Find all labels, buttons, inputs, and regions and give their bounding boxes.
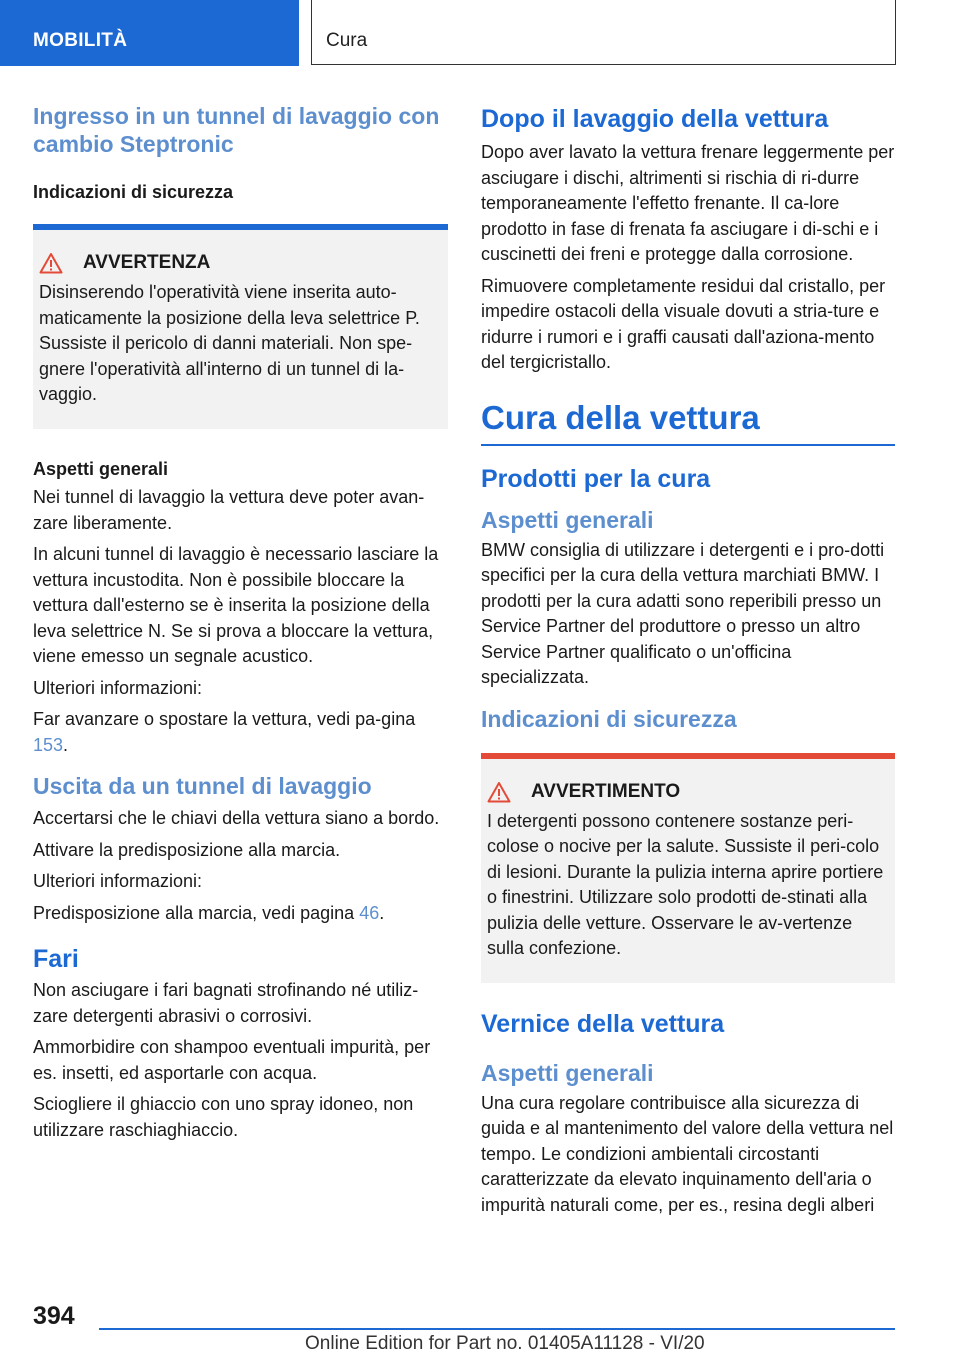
section-title: Cura della vettura (481, 398, 760, 436)
paragraph: Dopo aver lavato la vettura frenare leggermente per asciugare i dischi, altrimenti si rischia di ri-durre temporaneamente l'effetto frenante. Il ca-lore prodotto in fase di frenata fa asciugare i di-schi e i cuscinetti dei freni e protegge dalla corrosione. (481, 142, 895, 264)
paragraph-with-link (33, 901, 448, 927)
paragraph: Ulteriori informazioni: (33, 677, 203, 698)
paragraph-end: . (63, 734, 69, 755)
heading-care-products: Prodotti per la cura (481, 464, 711, 493)
warning-text: Disinserendo l'operatività viene inserita auto-maticamente la posizione della leva selettrice P. Sussiste il pericolo di danni materiali. Non spe-gnere l'operatività all'interno di un tunnel di la-vaggio. (39, 282, 420, 404)
chapter-tab[interactable]: Cura (311, 0, 896, 65)
footer-edition: Online Edition for Part no. 01405A11128 - VI/20 (305, 1333, 705, 1354)
heading-safety: Indicazioni di sicurezza (33, 182, 234, 202)
warning-title: AVVERTENZA (83, 252, 211, 273)
paragraph: Non asciugare i fari bagnati strofinando né utiliz-zare detergenti abrasivi o corrosivi. (33, 980, 419, 1026)
warning-triangle-icon (487, 781, 511, 803)
heading-car-wash-entry: Ingresso in un tunnel di lavaggio con cambio Steptronic (33, 103, 440, 157)
heading-safety: Indicazioni di sicurezza (481, 705, 737, 732)
paragraph: Ulteriori informazioni: (33, 871, 203, 891)
left-column (33, 100, 448, 1149)
warning-title: AVVERTIMENTO (531, 780, 681, 802)
paragraph-text: Far avanzare o spostare la vettura, vedi pa-gina (33, 709, 416, 729)
paragraph: In alcuni tunnel di lavaggio è necessario lasciare la vettura incustodita. Non è possibile bloccare la vettura dall'esterno se è inserita la posizione della leva selettrice N. Se si prova a bloccare la vettura, viene emesso un segnale acustico. (33, 544, 439, 666)
paragraph: BMW consiglia di utilizzare i detergenti e i pro-dotti specifici per la cura della vettura marchiati BMW. I prodotti per la cura adatti sono reperibili presso un Service Partner del produttore o presso un altro Service Partner qualificato o un'officina specializzata. (481, 539, 885, 687)
paragraph: Rimuovere completamente residui dal cristallo, per impedire ostacoli della visuale dovuti a stria-ture e ridurre i rumori e i graffi causati dall'aziona-mento del tergicristallo. (481, 275, 886, 372)
heading-general: Aspetti generali (481, 506, 654, 533)
heading-general: Aspetti generali (481, 1059, 654, 1086)
warning-box (33, 224, 448, 429)
warning-text: I detergenti possono contenere sostanze peri-colose o nocive per la salute. Sussiste il peri-colo di lesioni. Durante la pulizia interna aprire portiere o finestrini. Utilizzare solo prodotti de-stinati alla pulizia delle vetture. Osservare le av-vertenze sulla confezione. (487, 810, 884, 958)
page-number: 394 (33, 1302, 75, 1330)
page-header (0, 0, 960, 66)
heading-after-wash: Dopo il lavaggio della vettura (481, 105, 829, 133)
paragraph: Nei tunnel di lavaggio la vettura deve poter avan-zare liberamente. (33, 487, 425, 533)
warning-title-row (39, 252, 442, 274)
paragraph: Accertarsi che le chiavi della vettura siano a bordo. (33, 808, 440, 828)
footer-divider (99, 1328, 895, 1330)
paragraph-text: Predisposizione alla marcia, vedi pagina (33, 902, 360, 923)
paragraph: Una cura regolare contribuisce alla sicurezza di guida e al mantenimento del valore della vettura nel tempo. Le condizioni ambientali circostanti caratterizzate da elevato inquinamento dell'aria o impurità naturali come, per es., resina degli alberi (481, 1092, 894, 1215)
heading-general: Aspetti generali (33, 459, 169, 479)
warning-box (481, 753, 895, 983)
page-link-153[interactable]: 153 (33, 734, 64, 755)
warning-triangle-icon (39, 252, 63, 274)
page-link-46[interactable]: 46 (359, 902, 380, 923)
paragraph-end: . (379, 902, 385, 923)
section-tab[interactable]: MOBILITÀ (0, 0, 299, 66)
right-column (481, 100, 895, 1224)
heading-car-wash-exit: Uscita da un tunnel di lavaggio (33, 773, 372, 799)
paragraph-with-link (33, 707, 448, 758)
heading-headlights: Fari (33, 945, 79, 973)
paragraph: Ammorbidire con shampoo eventuali impurità, per es. insetti, ed asportarle con acqua. (33, 1037, 431, 1083)
section-title-wrap (481, 398, 895, 446)
warning-title-row (487, 781, 889, 803)
heading-paint: Vernice della vettura (481, 1009, 725, 1038)
paragraph: Sciogliere il ghiaccio con uno spray idoneo, non utilizzare raschiaghiaccio. (33, 1094, 414, 1140)
paragraph: Attivare la predisposizione alla marcia. (33, 839, 341, 860)
